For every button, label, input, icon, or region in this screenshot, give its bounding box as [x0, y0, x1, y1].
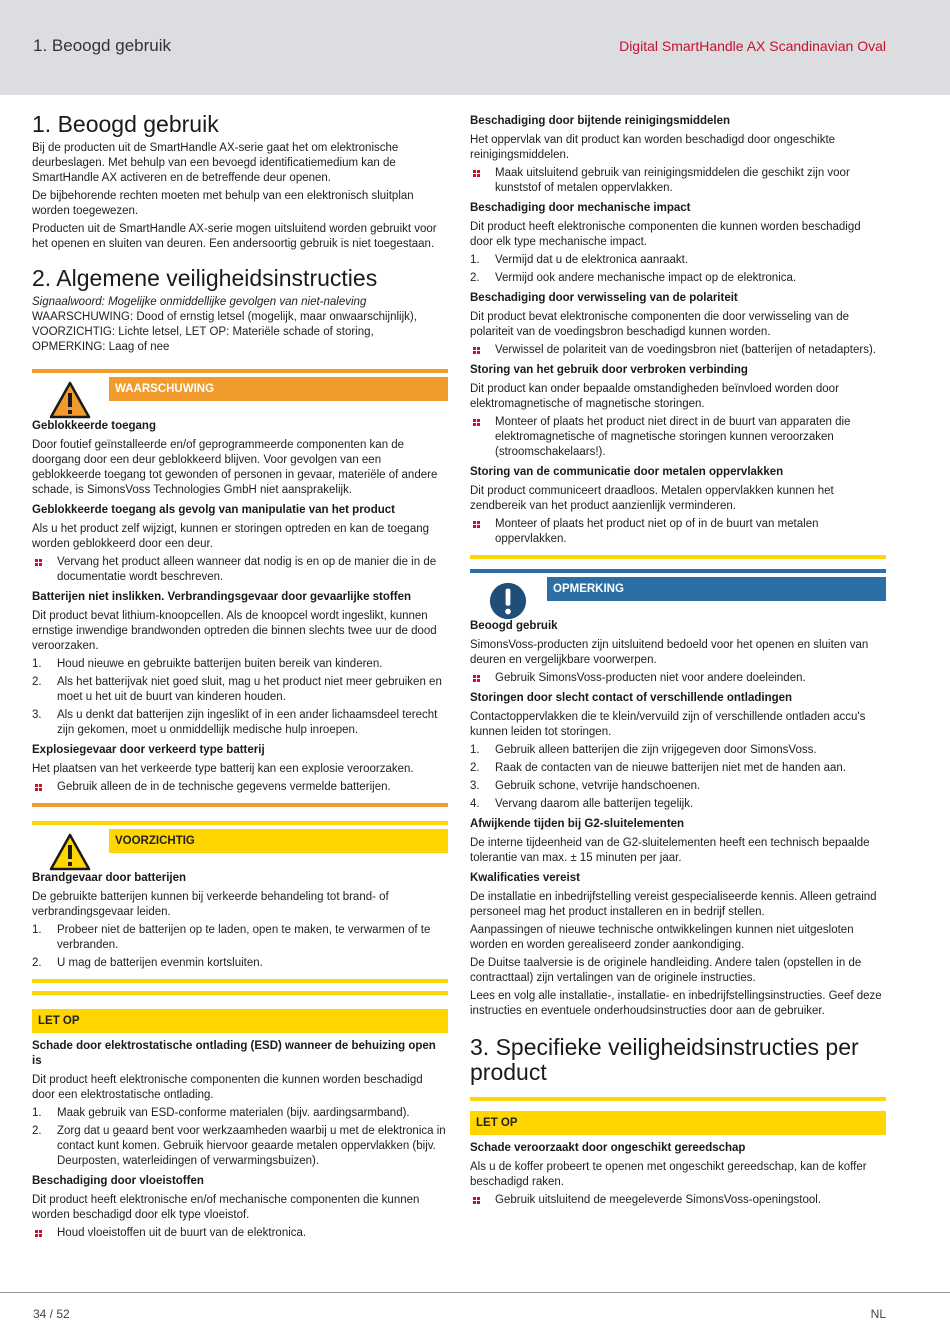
- list-item: 2. Als het batterijvak niet goed sluit, mag u het product niet meer gebruiken en moet u het uit de buurt van kinderen houden.: [32, 676, 442, 703]
- signal-word-text: WAARSCHUWING: Dood of ernstig letsel (mogelijk, maar onwaarschijnlijk), VOORZICHTIG: Lichte letsel, LET OP: Materiële schade of storing, OPMERKING: Laag of nee: [32, 311, 417, 353]
- subheading: Beoogd gebruik: [470, 620, 558, 632]
- warning-label: WAARSCHUWING: [109, 377, 448, 401]
- notice-box: [32, 991, 448, 1241]
- list-item: Monteer of plaats het product niet op of in de buurt van metalen oppervlakken.: [470, 517, 886, 547]
- list-item: 1. Maak gebruik van ESD-conforme materialen (bijv. aardingsarmband).: [32, 1107, 410, 1119]
- subheading: Beschadiging door vloeistoffen: [32, 1175, 204, 1187]
- subheading: Schade veroorzaakt door ongeschikt gereedschap: [470, 1142, 746, 1154]
- red-square-bullet-icon: [473, 1197, 480, 1204]
- paragraph: Dit product bevat lithium-knoopcellen. Als de knoopcel wordt ingeslikt, kunnen ernstige inwendige brandwonden optreden die binnen slechts twee uur de dood veroorzaken.: [32, 610, 437, 652]
- paragraph: SimonsVoss-producten zijn uitsluitend bedoeld voor het openen en sluiten van deuren en vergelijkbare voorwerpen.: [470, 639, 869, 666]
- paragraph: De interne tijdeenheid van de G2-sluitelementen heeft een technisch bepaalde tolerantie van max. ± 15 minuten per jaar.: [470, 837, 870, 864]
- list-item: Maak uitsluitend gebruik van reinigingsmiddelen die geschikt zijn voor kunststof of metalen oppervlakken.: [470, 166, 886, 196]
- subheading: Explosiegevaar door verkeerd type batterij: [32, 744, 265, 756]
- list-item: 2. Raak de contacten van de nieuwe batterijen niet met de handen aan.: [470, 762, 846, 774]
- list-item: 3. Als u denkt dat batterijen zijn ingeslikt of in een ander lichaamsdeel terecht zijn gekomen, moet u onmiddellijk medische hulp inroepen.: [32, 709, 438, 736]
- list-item: Houd vloeistoffen uit de buurt van de elektronica.: [32, 1226, 448, 1241]
- info-circle-icon: [488, 581, 528, 621]
- heading-general-safety: 2. Algemene veiligheidsinstructies: [32, 265, 378, 291]
- red-square-bullet-icon: [35, 1230, 42, 1237]
- red-square-bullet-icon: [473, 347, 480, 354]
- list-item: Gebruik uitsluitend de meegeleverde SimonsVoss-openingstool.: [470, 1193, 886, 1208]
- paragraph: Als u de koffer probeert te openen met ongeschikt gereedschap, kan de koffer beschadigd raken.: [470, 1161, 867, 1188]
- subheading: Storingen door slecht contact of verschillende ontladingen: [470, 692, 793, 704]
- red-square-bullet-icon: [473, 170, 480, 177]
- subheading: Brandgevaar door batterijen: [32, 872, 187, 884]
- paragraph: Dit product bevat elektronische componenten die door verwisseling van de polariteit van de voedingsbron beschadigd kunnen worden.: [470, 311, 850, 338]
- notice-box-2: [470, 1097, 886, 1208]
- remark-label: OPMERKING: [547, 577, 886, 601]
- subheading: Afwijkende tijden bij G2-sluitelementen: [470, 818, 685, 830]
- subheading: Beschadiging door bijtende reinigingsmiddelen: [470, 115, 731, 127]
- header-section-title: 1. Beoogd gebruik: [33, 36, 171, 55]
- paragraph: De Duitse taalversie is de originele handleiding. Andere talen (opstellen in de contracttaal) zijn vertalingen van de originele instructies.: [470, 957, 862, 984]
- paragraph: De installatie en inbedrijfstelling vereist gespecialiseerde kennis. Alleen getraind personeel mag het product installeren en in bedrijf stellen.: [470, 891, 877, 918]
- list-item: 4. Vervang daarom alle batterijen tegelijk.: [470, 798, 694, 810]
- paragraph: Producten uit de SmartHandle AX-serie mogen uitsluitend worden gebruikt voor het openen en sluiten van deuren. Een andersoortig gebruik is niet toegestaan.: [32, 223, 437, 250]
- paragraph: Contactoppervlakken die te klein/vervuild zijn of verschillende ontladen accu's kunnen leiden tot storingen.: [470, 711, 866, 738]
- list-item: Monteer of plaats het product niet direct in de buurt van apparaten die elektromagnetische of magnetische storingen kunnen veroorzaken (stroomschakelaars!).: [470, 415, 886, 460]
- remark-box: [470, 569, 886, 1019]
- subheading: Beschadiging door verwisseling van de polariteit: [470, 292, 738, 304]
- paragraph: De gebruikte batterijen kunnen bij verkeerde behandeling tot brand- of verbrandingsgevaar leiden.: [32, 891, 389, 918]
- paragraph: Het plaatsen van het verkeerde type batterij kan een explosie veroorzaken.: [32, 763, 414, 775]
- caution-label: VOORZICHTIG: [109, 829, 448, 853]
- list-item: Gebruik alleen de in de technische gegevens vermelde batterijen.: [32, 780, 448, 795]
- subheading: Schade door elektrostatische ontlading (ESD) wanneer de behuizing open is: [32, 1040, 436, 1067]
- page-number: 34 / 52: [33, 1307, 70, 1321]
- subheading: Storing van het gebruik door verbroken verbinding: [470, 364, 748, 376]
- list-item: 1. Vermijd dat u de elektronica aanraakt.: [470, 254, 689, 266]
- list-item: 1. Probeer niet de batterijen op te laden, open te maken, te verwarmen of te verbranden.: [32, 924, 431, 951]
- paragraph: Dit product heeft elektronische en/of mechanische componenten die kunnen worden beschadigd door elk type vloeistof.: [32, 1194, 420, 1221]
- notice-label: LET OP: [470, 1111, 886, 1135]
- caution-box: [32, 821, 448, 983]
- subheading: Storing van de communicatie door metalen oppervlakken: [470, 466, 784, 478]
- list-item: 1. Gebruik alleen batterijen die zijn vrijgegeven door SimonsVoss.: [470, 744, 817, 756]
- page-header: [0, 0, 950, 95]
- list-item: Verwissel de polariteit van de voedingsbron niet (batterijen of netadapters).: [470, 343, 886, 358]
- subheading: Batterijen niet inslikken. Verbrandingsgevaar door gevaarlijke stoffen: [32, 591, 411, 603]
- red-square-bullet-icon: [473, 419, 480, 426]
- subheading: Kwalificaties vereist: [470, 872, 580, 884]
- list-item: 2. U mag de batterijen evenmin kortsluiten.: [32, 957, 263, 969]
- red-square-bullet-icon: [35, 784, 42, 791]
- warning-triangle-icon: [49, 833, 91, 871]
- heading-specific-safety: 3. Specifieke veiligheidsinstructies per product: [470, 1034, 859, 1085]
- paragraph: Aanpassingen of nieuwe technische ontwikkelingen kunnen niet uitgesloten worden en worden gerealiseerd zonder aankondiging.: [470, 924, 854, 951]
- paragraph: Door foutief geïnstalleerde en/of geprogrammeerde componenten kan de doorgang door een deur geblokkeerd blijven. Voor gevolgen van een geblokkeerde toegang tot gewonden of personen in gevaar, materiële of andere schade, is SimonsVoss Technologies GmbH niet aansprakelijk.: [32, 439, 438, 496]
- paragraph: Bij de producten uit de SmartHandle AX-serie gaat het om elektronische deurbeslagen. Met behulp van een bevoegd identificatiemedium kan de SmartHandle AX activeren en de betreffende deur openen.: [32, 142, 399, 184]
- list-item: Gebruik SimonsVoss-producten niet voor andere doeleinden.: [470, 671, 886, 686]
- list-item: 2. Zorg dat u geaard bent voor werkzaamheden waarbij u met de elektronica in contact kunt komen. Gebruik hiervoor geaarde metalen oppervlakken (bijv. Deurposten, waterleidingen of verwarmingsbuizen).: [32, 1125, 446, 1167]
- left-column: [32, 112, 448, 1244]
- list-item: Vervang het product alleen wanneer dat nodig is en op de manier die in de documentatie wordt beschreven.: [32, 555, 448, 585]
- subheading: Geblokkeerde toegang als gevolg van manipulatie van het product: [32, 504, 395, 516]
- paragraph: Als u het product zelf wijzigt, kunnen er storingen optreden en kan de toegang worden geblokkeerd door een deur.: [32, 523, 430, 550]
- signal-word-intro: Signaalwoord: Mogelijke onmiddellijke gevolgen van niet-naleving: [32, 296, 367, 308]
- list-item: 3. Gebruik schone, vetvrije handschoenen.: [470, 780, 701, 792]
- paragraph: Lees en volg alle installatie-, installatie- en inbedrijfstellingsinstructies. Geef deze instructies en eventuele onderhoudsinstructies door aan de gebruiker.: [470, 990, 882, 1017]
- paragraph: Dit product heeft elektronische componenten die kunnen worden beschadigd door elk type mechanische impact.: [470, 221, 861, 248]
- subheading: Geblokkeerde toegang: [32, 420, 156, 432]
- warning-triangle-icon: [49, 381, 91, 419]
- right-column: [470, 114, 886, 1211]
- page-footer: [0, 1292, 950, 1344]
- paragraph: Dit product kan onder bepaalde omstandigheden beïnvloed worden door elektromagnetische of magnetische storingen.: [470, 383, 839, 410]
- paragraph: Het oppervlak van dit product kan worden beschadigd door ongeschikte reinigingsmiddelen.: [470, 134, 836, 161]
- paragraph: Dit product communiceert draadloos. Metalen oppervlakken kunnen het zendbereik van het product aanzienlijk verminderen.: [470, 485, 834, 512]
- divider: [470, 555, 886, 559]
- paragraph: Dit product heeft elektronische componenten die kunnen worden beschadigd door een elektrostatische ontlading.: [32, 1074, 423, 1101]
- subheading: Beschadiging door mechanische impact: [470, 202, 691, 214]
- red-square-bullet-icon: [35, 559, 42, 566]
- red-square-bullet-icon: [473, 675, 480, 682]
- list-item: 2. Vermijd ook andere mechanische impact op de elektronica.: [470, 272, 797, 284]
- red-square-bullet-icon: [473, 521, 480, 528]
- language-code: NL: [870, 1307, 886, 1321]
- list-item: 1. Houd nieuwe en gebruikte batterijen buiten bereik van kinderen.: [32, 658, 383, 670]
- header-product-name: Digital SmartHandle AX Scandinavian Oval: [619, 38, 886, 54]
- heading-intended-use: 1. Beoogd gebruik: [32, 111, 219, 137]
- notice-label: LET OP: [32, 1009, 448, 1033]
- paragraph: De bijbehorende rechten moeten met behulp van een elektronisch sluitplan worden toegewezen.: [32, 190, 414, 217]
- warning-box: [32, 369, 448, 807]
